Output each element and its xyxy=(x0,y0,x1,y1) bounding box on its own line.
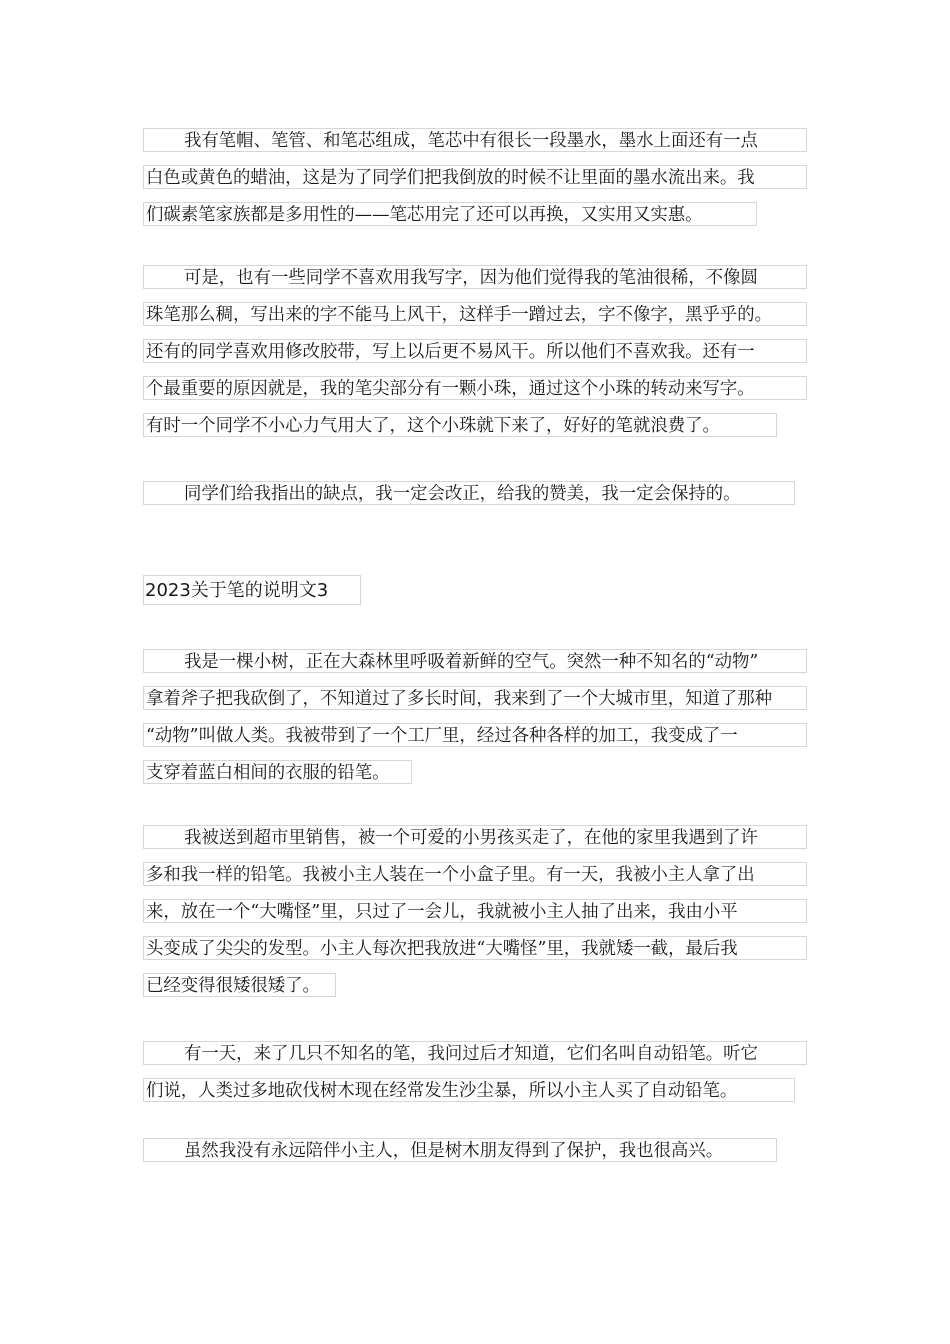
text-line: 个最重要的原因就是，我的笔尖部分有一颗小珠，通过这个小珠的转动来写字。 xyxy=(143,376,807,400)
text-line: 珠笔那么稠，写出来的字不能马上风干，这样手一蹭过去，字不像字，黑乎乎的。 xyxy=(143,302,807,326)
paragraph-3 xyxy=(143,481,807,505)
text-line: 白色或黄色的蜡油，这是为了同学们把我倒放的时候不让里面的墨水流出来。我 xyxy=(143,165,807,189)
paragraph-1 xyxy=(143,128,807,226)
text-line: 拿着斧子把我砍倒了，不知道过了多长时间，我来到了一个大城市里，知道了那种 xyxy=(143,686,807,710)
text-line: 们碳素笔家族都是多用性的——笔芯用完了还可以再换，又实用又实惠。 xyxy=(143,202,757,226)
text-line: 我是一棵小树，正在大森林里呼吸着新鲜的空气。突然一种不知名的“动物” xyxy=(143,649,807,673)
paragraph-5 xyxy=(143,825,807,997)
paragraph-2 xyxy=(143,265,807,437)
text-line: 还有的同学喜欢用修改胶带，写上以后更不易风干。所以他们不喜欢我。还有一 xyxy=(143,339,807,363)
text-line: 虽然我没有永远陪伴小主人，但是树木朋友得到了保护，我也很高兴。 xyxy=(143,1138,777,1162)
paragraph-7 xyxy=(143,1138,807,1162)
text-line: 们说，人类过多地砍伐树木现在经常发生沙尘暴，所以小主人买了自动铅笔。 xyxy=(143,1078,795,1102)
text-line: 来，放在一个“大嘴怪”里，只过了一会儿，我就被小主人抽了出来，我由小平 xyxy=(143,899,807,923)
text-line: 我被送到超市里销售，被一个可爱的小男孩买走了，在他的家里我遇到了许 xyxy=(143,825,807,849)
text-line: 我有笔帽、笔管、和笔芯组成，笔芯中有很长一段墨水，墨水上面还有一点 xyxy=(143,128,807,152)
text-line: 有时一个同学不小心力气用大了，这个小珠就下来了，好好的笔就浪费了。 xyxy=(143,413,777,437)
text-line: 头变成了尖尖的发型。小主人每次把我放进“大嘴怪”里，我就矮一截，最后我 xyxy=(143,936,807,960)
paragraph-6 xyxy=(143,1041,807,1102)
section-heading: 2023关于笔的说明文3 xyxy=(143,575,361,605)
paragraph-4 xyxy=(143,649,807,784)
text-line: “动物”叫做人类。我被带到了一个工厂里，经过各种各样的加工，我变成了一 xyxy=(143,723,807,747)
text-line: 有一天，来了几只不知名的笔，我问过后才知道，它们名叫自动铅笔。听它 xyxy=(143,1041,807,1065)
text-line: 已经变得很矮很矮了。 xyxy=(143,973,336,997)
text-line: 可是，也有一些同学不喜欢用我写字，因为他们觉得我的笔油很稀，不像圆 xyxy=(143,265,807,289)
text-line: 同学们给我指出的缺点，我一定会改正，给我的赞美，我一定会保持的。 xyxy=(143,481,795,505)
text-line: 多和我一样的铅笔。我被小主人装在一个小盒子里。有一天，我被小主人拿了出 xyxy=(143,862,807,886)
text-line: 支穿着蓝白相间的衣服的铅笔。 xyxy=(143,760,412,784)
